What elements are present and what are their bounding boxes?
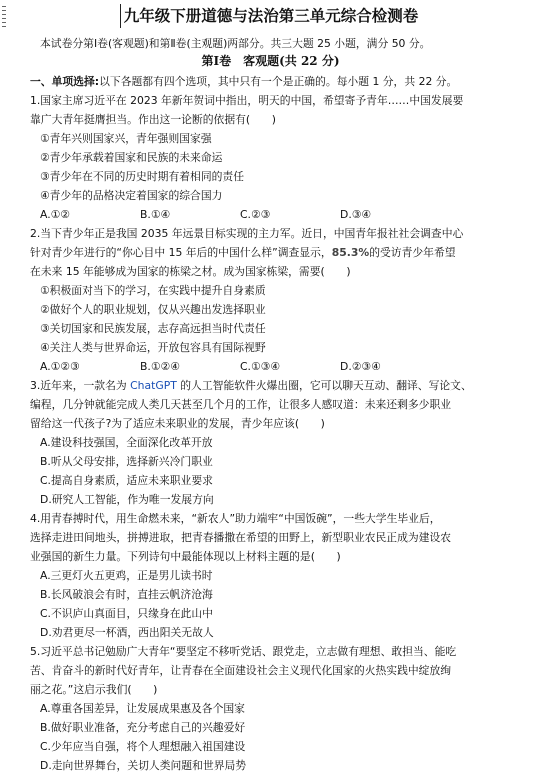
option-d[interactable]: D.走向世界舞台，关切人类问题和世界局势 bbox=[40, 759, 247, 772]
question-stem-line: 1.国家主席习近平在 2023 年新年贺词中指出，明天的中国，希望寄予青年……中国发展要 bbox=[30, 94, 464, 107]
question-4 bbox=[30, 509, 500, 642]
question-stem-line: 留给这一代孩子?为了适应未来职业的发展，青少年应该( ) bbox=[30, 417, 325, 430]
choice-d[interactable]: D.②③④ bbox=[340, 360, 381, 373]
option-b[interactable]: B.听从父母安排，选择新兴冷门职业 bbox=[40, 455, 213, 468]
question-2 bbox=[30, 224, 500, 376]
statement: ④关注人类与世界命运，开放包容具有国际视野 bbox=[40, 341, 266, 354]
option-b[interactable]: B.做好职业准备，充分考虑自己的兴趣爱好 bbox=[40, 721, 246, 734]
statement: ②做好个人的职业规划，仅从兴趣出发选择职业 bbox=[40, 303, 266, 316]
answer-choices bbox=[40, 205, 500, 224]
choice-b[interactable]: B.①②④ bbox=[140, 360, 180, 373]
question-5 bbox=[30, 642, 500, 775]
question-stem-line: 选择走进田间地头，拼搏进取，把青春播撒在希望的田野上，新型职业农民正成为建设农 bbox=[30, 531, 452, 544]
page-title: 九年级下册道德与法治第三单元综合检测卷 bbox=[120, 4, 421, 28]
statement: ①青年兴则国家兴，青年强则国家强 bbox=[40, 132, 212, 145]
question-3 bbox=[30, 376, 500, 509]
option-d[interactable]: D.劝君更尽一杯酒，西出阳关无故人 bbox=[40, 626, 214, 639]
question-stem-line: 靠广大青年挺膺担当。作出这一论断的依据有( ) bbox=[30, 113, 276, 126]
statement: ③青少年在不同的历史时期有着相同的责任 bbox=[40, 170, 245, 183]
choice-a[interactable]: A.①② bbox=[40, 208, 70, 221]
option-c[interactable]: C.少年应当自强，将个人理想融入祖国建设 bbox=[40, 740, 246, 753]
option-a[interactable]: A.三更灯火五更鸡，正是男儿读书时 bbox=[40, 569, 213, 582]
choice-a[interactable]: A.①②③ bbox=[40, 360, 80, 373]
question-stem-line: 针对青少年进行的“你心目中 15 年后的中国什么样”调查显示，85.3%的受访青少年希望 bbox=[30, 246, 456, 259]
choice-d[interactable]: D.③④ bbox=[340, 208, 372, 221]
part-instruction: 以下各题都有四个选项，其中只有一个是正确的。每小题 1 分，共 22 分。 bbox=[99, 75, 458, 88]
choice-c[interactable]: C.①③④ bbox=[240, 360, 281, 373]
option-c[interactable]: C.提高自身素质，适应未来职业要求 bbox=[40, 474, 213, 487]
option-d[interactable]: D.研究人工智能，作为唯一发展方向 bbox=[40, 493, 214, 506]
question-stem-line: 苦、肯奋斗的新时代好青年，让青春在全面建设社会主义现代化国家的火热实践中绽放绚 bbox=[30, 664, 452, 677]
question-list bbox=[30, 72, 500, 775]
question-stem-line: 5.习近平总书记勉励广大青年“要坚定不移听党话、跟党走，立志做有理想、敢担当、能吃 bbox=[30, 645, 457, 658]
statement: ①积极面对当下的学习，在实践中提升自身素质 bbox=[40, 284, 266, 297]
part-heading bbox=[30, 72, 500, 91]
question-stem-line: 丽之花。”这启示我们( ) bbox=[30, 683, 158, 696]
choice-c[interactable]: C.②③ bbox=[240, 208, 271, 221]
question-stem-line: 在未来 15 年能够成为国家的栋梁之材。成为国家栋梁，需要( ) bbox=[30, 265, 351, 278]
option-a[interactable]: A.尊重各国差异，让发展成果惠及各个国家 bbox=[40, 702, 245, 715]
statement: ②青少年承载着国家和民族的未来命运 bbox=[40, 151, 223, 164]
option-c[interactable]: C.不识庐山真面目，只缘身在此山中 bbox=[40, 607, 213, 620]
chatgpt-term: ChatGPT bbox=[130, 379, 177, 392]
question-stem-line: 3.近年来，一款名为 ChatGPT 的人工智能软件火爆出圈，它可以聊天互动、翻译、写论文、 bbox=[30, 379, 472, 392]
question-stem-line: 编程，几分钟就能完成人类几天甚至几个月的工作，让很多人感叹道：未来还剩多少职业 bbox=[30, 398, 452, 411]
margin-dots-icon bbox=[2, 6, 6, 30]
section-heading: 第Ⅰ卷 客观题(共 22 分) bbox=[201, 54, 340, 68]
option-a[interactable]: A.建设科技强国，全面深化改革开放 bbox=[40, 436, 213, 449]
question-1 bbox=[30, 91, 500, 224]
statement: ③关切国家和民族发展，志存高远担当时代责任 bbox=[40, 322, 266, 335]
option-b[interactable]: B.长风破浪会有时，直挂云帆济沧海 bbox=[40, 588, 213, 601]
answer-choices bbox=[40, 357, 500, 376]
percent-value: 85.3% bbox=[331, 246, 370, 259]
exam-intro: 本试卷分第Ⅰ卷(客观题)和第Ⅱ卷(主观题)两部分。共三大题 25 小题，满分 50 分。 bbox=[40, 37, 431, 50]
question-stem-line: 2.当下青少年正是我国 2035 年远景目标实现的主力军。近日，中国青年报社社会调查中心 bbox=[30, 227, 464, 240]
statement: ④青少年的品格决定着国家的综合国力 bbox=[40, 189, 223, 202]
part-label: 一、单项选择: bbox=[30, 75, 100, 88]
question-stem-line: 业强国的新生力量。下列诗句中最能体现以上材料主题的是( ) bbox=[30, 550, 341, 563]
question-stem-line: 4.用青春搏时代，用生命燃未来，“新农人”助力端牢“中国饭碗”，一些大学生毕业后， bbox=[30, 512, 441, 525]
choice-b[interactable]: B.①④ bbox=[140, 208, 171, 221]
